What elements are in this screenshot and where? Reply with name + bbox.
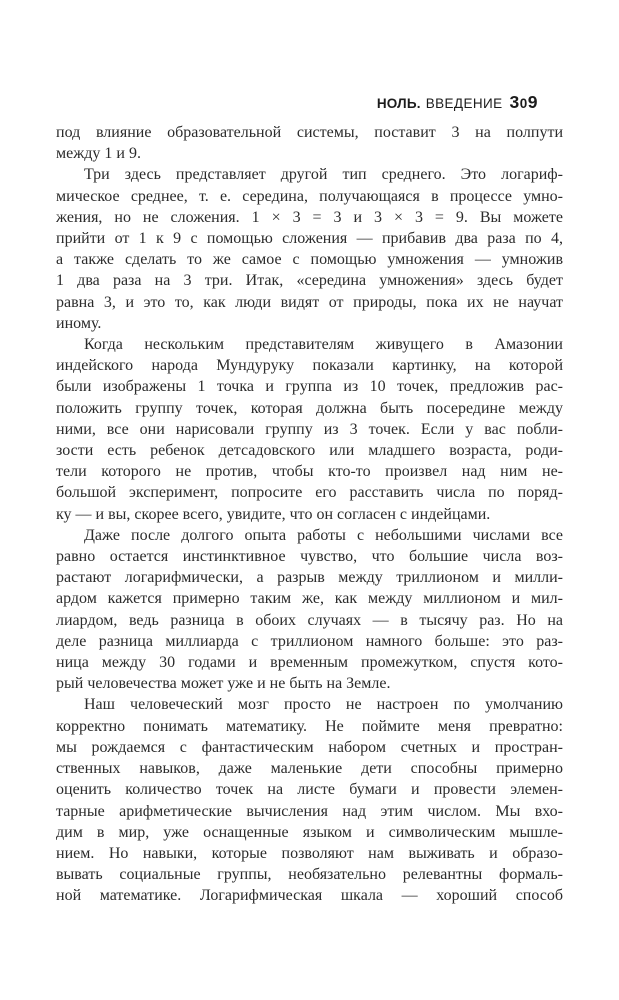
text-line: тарные арифметические вычисления над этим числом. Мы вхо- <box>56 802 563 820</box>
paragraph <box>56 525 563 695</box>
text-line: равно остается инстинктивное чувство, что большие числа воз- <box>56 548 563 566</box>
paragraph <box>56 334 563 525</box>
text-line: иному. <box>56 314 102 332</box>
paragraph <box>56 694 563 906</box>
page-number-digit: 9 <box>527 92 538 112</box>
text-line: большой эксперимент, попросите его расставить числа по поряд- <box>56 484 563 502</box>
text-line: корректно понимать математику. Не поймите меня превратно: <box>56 717 563 735</box>
text-line: ной математике. Логарифмическая шкала — хороший способ <box>56 887 563 905</box>
page-number <box>510 92 538 112</box>
text-line: мическое среднее, т. е. середина, получающаяся в процессе умно- <box>56 187 563 205</box>
text-line: деле разница миллиарда с триллионом намного больше: это раз- <box>56 632 563 650</box>
text-line: растают логарифмически, а разрыв между триллионом и милли- <box>56 569 563 587</box>
text-line: ница между 30 годами и временным промежутком, спустя кото- <box>56 654 563 672</box>
text-line: ними, все они нарисовали группу из 3 точек. Если у вас побли- <box>56 420 563 438</box>
text-line: оценить количество точек на листе бумаги и провести элемен- <box>56 781 563 799</box>
text-line: были изображены 1 точка и группа из 10 точек, предложив рас- <box>56 378 563 396</box>
text-line: мы рождаемся с фантастическим набором счетных и простран- <box>56 738 563 756</box>
text-line: рый человечества может уже и не быть на Земле. <box>56 675 391 693</box>
text-line: нием. Но навыки, которые позволяют нам выживать и образо- <box>56 844 563 862</box>
text-line: равна 3, и это то, как люди видят от природы, пока их не научат <box>56 293 563 311</box>
running-header <box>377 92 538 113</box>
paragraph <box>56 164 563 334</box>
text-line: ку — и вы, скорее всего, увидите, что он согласен с индейцами. <box>56 505 491 523</box>
text-line: тели которого не против, чтобы кто-то произвел над ним не- <box>56 463 563 481</box>
text-line: 1 два раза на 3 три. Итак, «середина умножения» здесь будет <box>56 272 563 290</box>
paragraph <box>56 122 563 164</box>
text-line: жения, но не сложения. 1 × 3 = 3 и 3 × 3 = 9. Вы можете <box>56 208 563 226</box>
chapter-title: ВВЕДЕНИЕ <box>425 96 503 111</box>
page-body <box>56 122 563 907</box>
text-line: Наш человеческий мозг просто не настроен по умолчанию <box>84 696 563 714</box>
page-number-digit: 3 <box>509 92 520 112</box>
text-line: Даже после долгого опыта работы с небольшими числами все <box>84 526 563 544</box>
text-line: положить группу точек, которая должна быть посередине между <box>56 399 563 417</box>
page-number-digit: 0 <box>519 96 528 111</box>
text-line: прийти от 1 к 9 с помощью сложения — прибавив два раза по 4, <box>56 230 563 248</box>
text-line: а также сделать то же самое с помощью умножения — умножив <box>56 251 563 269</box>
text-line: Три здесь представляет другой тип среднего. Это логариф- <box>84 166 563 184</box>
text-line: дим в мир, уже оснащенные языком и символическим мышле- <box>56 823 563 841</box>
text-line: зости есть ребенок детсадовского или младшего возраста, роди- <box>56 442 563 460</box>
text-line: Когда нескольким представителям живущего в Амазонии <box>84 336 563 354</box>
text-line: индейского народа Мундуруку показали картинку, на которой <box>56 357 563 375</box>
text-line: между 1 и 9. <box>56 145 141 163</box>
text-line: под влияние образовательной системы, поставит 3 на полпути <box>56 124 563 141</box>
text-line: ственных навыков, даже маленькие дети способны примерно <box>56 760 563 778</box>
book-title: НОЛЬ. <box>376 96 421 111</box>
text-line: лиардом, ведь разница в обоих случаях — в тысячу раз. Но на <box>56 611 563 629</box>
text-line: вывать социальные группы, необязательно релевантны формаль- <box>56 866 563 884</box>
text-line: ардом кажется примерно таким же, как между миллионом и мил- <box>56 590 563 608</box>
